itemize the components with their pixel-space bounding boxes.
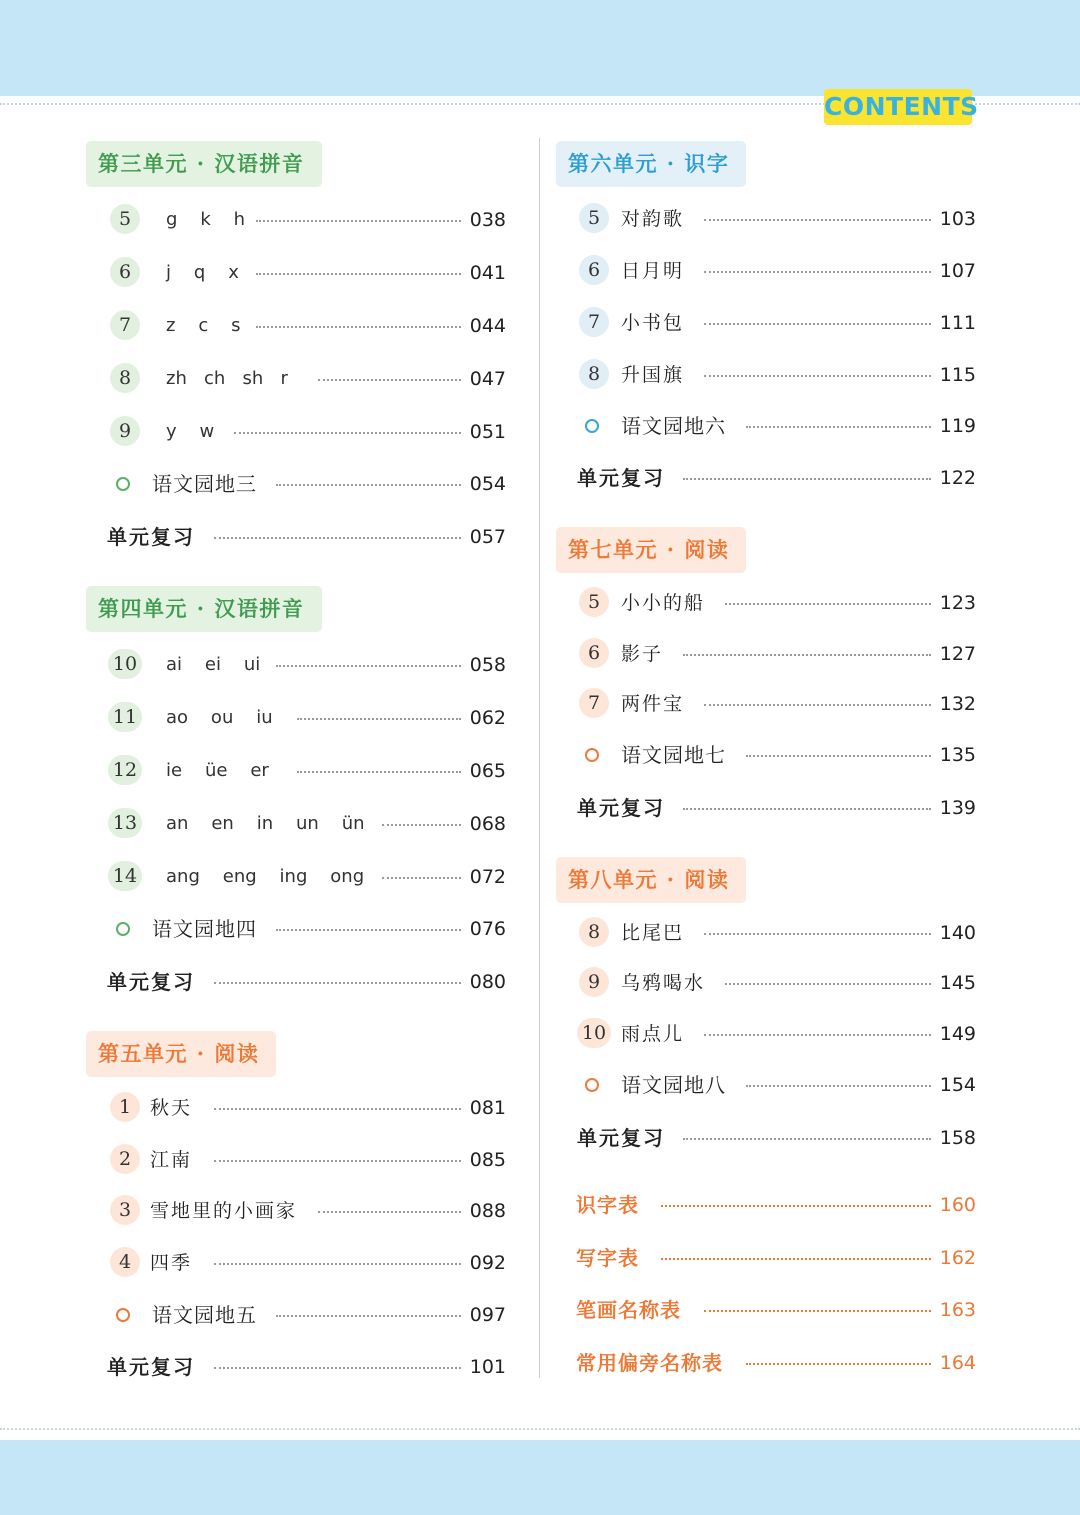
toc-row[interactable]	[579, 1014, 979, 1054]
lesson-title: 语文园地八	[621, 1073, 726, 1097]
contents-badge: CONTENTS	[824, 89, 972, 125]
page-number: 072	[469, 866, 506, 888]
dot-leader	[276, 1315, 461, 1317]
toc-row[interactable]	[579, 963, 979, 1003]
circle-bullet-icon	[116, 1308, 130, 1322]
appendix-title: 笔画名称表	[576, 1298, 681, 1322]
dot-leader	[276, 929, 461, 931]
page-number: 047	[469, 368, 506, 390]
unit-review-label: 单元复习	[107, 1355, 195, 1379]
dot-leader	[746, 755, 931, 757]
toc-row[interactable]	[579, 1118, 979, 1158]
toc-row[interactable]	[110, 1295, 510, 1335]
lesson-title: 语文园地五	[152, 1303, 257, 1327]
page-number: 127	[939, 643, 976, 665]
toc-row[interactable]	[579, 1065, 979, 1105]
toc-row[interactable]	[110, 909, 510, 949]
lesson-number: 11	[108, 702, 142, 732]
appendix-title: 常用偏旁名称表	[576, 1351, 723, 1375]
dot-leader	[276, 665, 461, 667]
page-number: 044	[469, 315, 506, 337]
dot-leader	[725, 983, 931, 985]
toc-row[interactable]	[579, 303, 979, 343]
section-header-unit3: 第三单元 · 汉语拼音	[86, 141, 322, 187]
dot-leader	[214, 1367, 461, 1369]
page-number: 162	[939, 1247, 976, 1269]
page-number: 154	[939, 1074, 976, 1096]
lesson-title: y w	[166, 421, 215, 442]
page-number: 139	[939, 797, 976, 819]
dot-leader	[297, 718, 461, 720]
dot-leader	[256, 273, 461, 275]
page-number: 062	[469, 707, 506, 729]
circle-bullet-icon	[585, 419, 599, 433]
lesson-title: ai ei ui	[166, 654, 261, 675]
toc-row[interactable]	[107, 517, 510, 557]
dot-leader	[683, 478, 931, 480]
lesson-title: 语文园地三	[152, 472, 257, 496]
dot-leader	[725, 603, 931, 605]
page-number: 101	[469, 1356, 506, 1378]
lesson-title: 乌鸦喝水	[621, 972, 706, 994]
dot-leader	[746, 1363, 931, 1365]
toc-row[interactable]	[579, 583, 979, 623]
page-number: 123	[939, 592, 976, 614]
toc-row[interactable]	[107, 962, 510, 1002]
toc-row[interactable]	[579, 406, 979, 446]
lesson-title: 语文园地七	[621, 743, 726, 767]
dot-leader	[214, 982, 461, 984]
lesson-title: an en in un ün	[166, 813, 365, 834]
toc-row[interactable]	[110, 1140, 510, 1180]
unit-review-label: 单元复习	[577, 1126, 665, 1150]
dot-leader	[214, 537, 461, 539]
lesson-number: 4	[110, 1247, 140, 1277]
toc-row[interactable]	[110, 698, 510, 738]
toc-row[interactable]	[579, 684, 979, 724]
page-number: 140	[939, 922, 976, 944]
page-number: 080	[469, 971, 506, 993]
section-header-unit8: 第八单元 · 阅读	[556, 857, 746, 903]
dot-leader	[318, 379, 461, 381]
dot-leader	[214, 1108, 461, 1110]
page-number: 068	[469, 813, 506, 835]
toc-row[interactable]	[579, 913, 979, 953]
dot-leader	[704, 704, 931, 706]
dot-leader	[382, 877, 461, 879]
dot-leader	[746, 1085, 931, 1087]
toc-row[interactable]	[107, 1347, 510, 1387]
lesson-number: 12	[108, 755, 142, 785]
dot-leader	[683, 654, 931, 656]
lesson-number: 13	[108, 808, 142, 838]
dot-leader	[297, 771, 461, 773]
toc-row[interactable]	[110, 359, 510, 399]
dot-leader	[704, 323, 931, 325]
toc-row[interactable]	[110, 1243, 510, 1283]
dot-leader	[661, 1205, 931, 1207]
dot-leader	[746, 426, 931, 428]
lesson-title: ao ou iu	[166, 707, 273, 728]
toc-row[interactable]	[110, 1191, 510, 1231]
dot-leader	[704, 1034, 931, 1036]
lesson-number: 7	[110, 310, 140, 340]
page-number: 119	[939, 415, 976, 437]
page-number: 065	[469, 760, 506, 782]
dot-leader	[214, 1160, 461, 1162]
lesson-number: 7	[579, 688, 609, 718]
unit-review-label: 单元复习	[107, 970, 195, 994]
column-divider	[539, 138, 540, 1378]
dot-leader	[683, 1138, 931, 1140]
toc-row[interactable]	[110, 804, 510, 844]
lesson-number: 5	[579, 203, 609, 233]
toc-row[interactable]	[110, 253, 510, 293]
lesson-title: 语文园地四	[152, 917, 257, 941]
toc-row[interactable]	[110, 200, 510, 240]
page-number: 076	[469, 918, 506, 940]
lesson-title: 升国旗	[621, 364, 685, 386]
dot-leader	[256, 326, 461, 328]
dot-leader	[256, 220, 461, 222]
lesson-number: 1	[110, 1092, 140, 1122]
lesson-title: j q x	[166, 262, 239, 283]
unit-review-label: 单元复习	[107, 525, 195, 549]
page-number: 057	[469, 526, 506, 548]
page-number: 041	[469, 262, 506, 284]
appendix-row[interactable]	[576, 1343, 979, 1383]
page-number: 160	[939, 1194, 976, 1216]
lesson-number: 3	[110, 1195, 140, 1225]
page-number: 103	[939, 208, 976, 230]
dot-leader	[382, 824, 461, 826]
lesson-title: ang eng ing ong	[166, 866, 365, 887]
lesson-title: 影子	[621, 643, 664, 665]
lesson-title: 日月明	[621, 260, 685, 282]
lesson-number: 14	[108, 861, 142, 891]
lesson-number: 8	[579, 917, 609, 947]
lesson-title: 两件宝	[621, 693, 685, 715]
toc-row[interactable]	[110, 1088, 510, 1128]
lesson-title: 小书包	[621, 312, 685, 334]
lesson-title: 语文园地六	[621, 414, 726, 438]
lesson-title: z c s	[166, 315, 241, 336]
page-number: 097	[469, 1304, 506, 1326]
section-header-unit6: 第六单元 · 识字	[556, 141, 746, 187]
lesson-number: 7	[579, 307, 609, 337]
page-number: 132	[939, 693, 976, 715]
circle-bullet-icon	[116, 922, 130, 936]
appendix-row[interactable]	[576, 1238, 979, 1278]
toc-row[interactable]	[579, 251, 979, 291]
page-number: 145	[939, 972, 976, 994]
toc-row[interactable]	[579, 355, 979, 395]
lesson-number: 5	[110, 204, 140, 234]
page-number: 149	[939, 1023, 976, 1045]
lesson-number: 10	[108, 649, 142, 679]
lesson-number: 10	[577, 1018, 611, 1048]
toc-row[interactable]	[110, 645, 510, 685]
page-number: 158	[939, 1127, 976, 1149]
toc-row[interactable]	[110, 857, 510, 897]
top-color-band	[0, 0, 1080, 96]
lesson-number: 6	[579, 255, 609, 285]
dot-leader	[683, 808, 931, 810]
toc-row[interactable]	[579, 634, 979, 674]
lesson-title: zh ch sh r	[166, 368, 288, 389]
circle-bullet-icon	[116, 477, 130, 491]
toc-row[interactable]	[110, 751, 510, 791]
page-number: 135	[939, 744, 976, 766]
page-number: 092	[469, 1252, 506, 1274]
page-number: 163	[939, 1299, 976, 1321]
toc-row[interactable]	[579, 788, 979, 828]
page-number: 051	[469, 421, 506, 443]
page-number: 058	[469, 654, 506, 676]
lesson-title: g k h	[166, 209, 246, 230]
unit-review-label: 单元复习	[577, 796, 665, 820]
page-number: 122	[939, 467, 976, 489]
lesson-number: 9	[579, 967, 609, 997]
lesson-title: 雨点儿	[621, 1023, 685, 1045]
page-number: 038	[469, 209, 506, 231]
lesson-number: 8	[579, 359, 609, 389]
toc-row[interactable]	[110, 306, 510, 346]
toc-row[interactable]	[579, 458, 979, 498]
toc-row[interactable]	[110, 464, 510, 504]
page-number: 054	[469, 473, 506, 495]
page-number: 164	[939, 1352, 976, 1374]
toc-row[interactable]	[110, 412, 510, 452]
dot-leader	[704, 933, 931, 935]
bottom-dotted-rule	[0, 1428, 1080, 1430]
dot-leader	[704, 271, 931, 273]
lesson-title: 雪地里的小画家	[150, 1200, 298, 1222]
toc-row[interactable]	[579, 735, 979, 775]
page-number: 115	[939, 364, 976, 386]
dot-leader	[318, 1211, 461, 1213]
page-number: 111	[939, 312, 976, 334]
dot-leader	[234, 432, 461, 434]
lesson-title: 比尾巴	[621, 922, 685, 944]
page-number: 085	[469, 1149, 506, 1171]
lesson-number: 6	[110, 257, 140, 287]
section-header-unit5: 第五单元 · 阅读	[86, 1031, 276, 1077]
lesson-title: 四季	[150, 1252, 193, 1274]
page-number: 107	[939, 260, 976, 282]
section-header-unit4: 第四单元 · 汉语拼音	[86, 586, 322, 632]
unit-review-label: 单元复习	[577, 466, 665, 490]
lesson-number: 9	[110, 416, 140, 446]
appendix-row[interactable]	[576, 1290, 979, 1330]
lesson-number: 5	[579, 587, 609, 617]
dot-leader	[276, 484, 461, 486]
lesson-title: 对韵歌	[621, 208, 685, 230]
page-number: 088	[469, 1200, 506, 1222]
lesson-title: 小小的船	[621, 592, 706, 614]
circle-bullet-icon	[585, 748, 599, 762]
appendix-title: 识字表	[576, 1193, 639, 1217]
lesson-number: 2	[110, 1144, 140, 1174]
lesson-title: 江南	[150, 1149, 193, 1171]
circle-bullet-icon	[585, 1078, 599, 1092]
bottom-color-band	[0, 1440, 1080, 1515]
lesson-number: 8	[110, 363, 140, 393]
dot-leader	[661, 1258, 931, 1260]
lesson-title: ie üe er	[166, 760, 269, 781]
dot-leader	[214, 1263, 461, 1265]
page-number: 081	[469, 1097, 506, 1119]
lesson-number: 6	[579, 638, 609, 668]
toc-row[interactable]	[579, 199, 979, 239]
section-header-unit7: 第七单元 · 阅读	[556, 527, 746, 573]
lesson-title: 秋天	[150, 1097, 193, 1119]
appendix-row[interactable]	[576, 1185, 979, 1225]
dot-leader	[704, 1310, 931, 1312]
appendix-title: 写字表	[576, 1246, 639, 1270]
dot-leader	[704, 219, 931, 221]
dot-leader	[704, 375, 931, 377]
